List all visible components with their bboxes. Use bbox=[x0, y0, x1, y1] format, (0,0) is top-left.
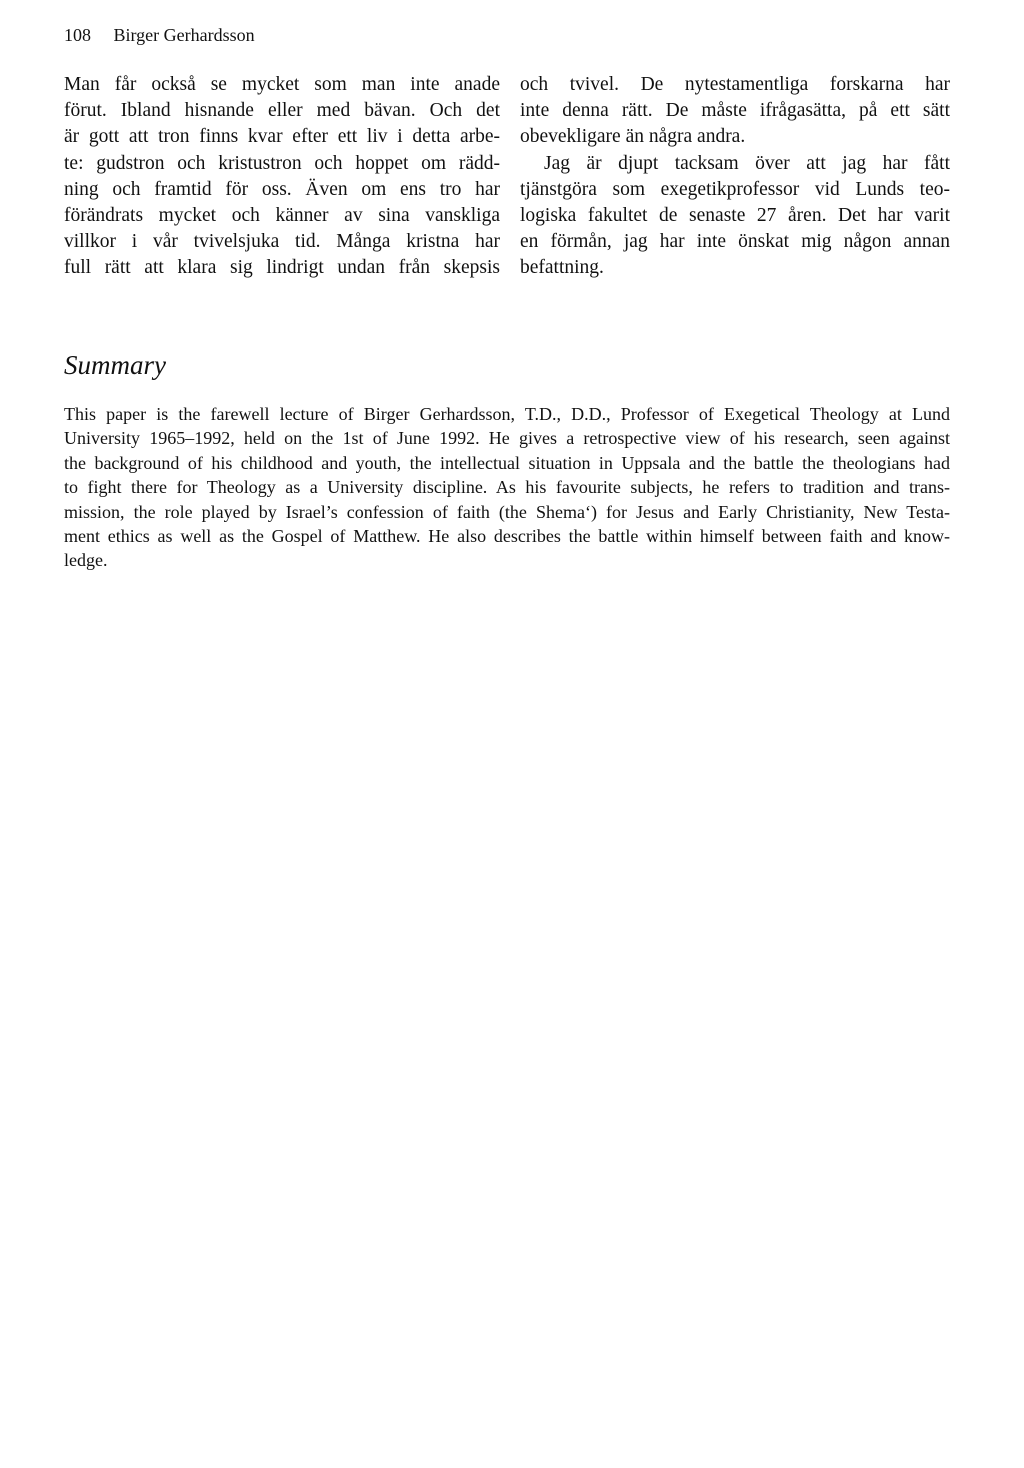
text-line: te: gudstron och kristustron och hoppet om rädd- bbox=[64, 152, 500, 174]
text-line: Man får också se mycket som man inte anade bbox=[64, 74, 500, 95]
left-paragraph bbox=[64, 72, 500, 282]
right-column bbox=[520, 72, 950, 282]
right-paragraph-thanks bbox=[520, 151, 950, 282]
text-line: är gott att tron finns kvar efter ett liv i detta arbe- bbox=[64, 126, 500, 148]
right-paragraph-continued bbox=[520, 72, 950, 151]
text-line: full rätt att klara sig lindrigt undan från skepsis bbox=[64, 257, 500, 279]
summary-heading: Summary bbox=[64, 350, 166, 380]
text-line: inte denna rätt. De måste ifrågasätta, på ett sätt bbox=[520, 100, 950, 122]
summary-line: mission, the role played by Israel’s confession of faith (the Shema‘) for Jesus and Early Christianity, New Testa- bbox=[64, 501, 950, 522]
page-number: 108 bbox=[64, 25, 91, 45]
summary-line: ledge. bbox=[64, 550, 108, 571]
summary-line: University 1965–1992, held on the 1st of June 1992. He gives a retrospective view of his research, seen against bbox=[64, 428, 950, 449]
running-head bbox=[64, 24, 255, 46]
running-title: Birger Gerhardsson bbox=[113, 25, 255, 45]
text-line: obevekligare än några andra. bbox=[520, 126, 746, 148]
summary-paragraph bbox=[64, 402, 950, 573]
text-line: förut. Ibland hisnande eller med bävan. Och det bbox=[64, 100, 500, 122]
text-line: villkor i vår tvivelsjuka tid. Många kristna har bbox=[64, 231, 500, 253]
left-column bbox=[64, 72, 500, 282]
summary-line: This paper is the farewell lecture of Birger Gerhardsson, T.D., D.D., Professor of Exegetical Theology at Lund bbox=[64, 404, 950, 424]
text-line: Jag är djupt tacksam över att jag har fått bbox=[544, 152, 950, 174]
text-line: förändrats mycket och känner av sina vanskliga bbox=[64, 205, 500, 227]
text-line: ning och framtid för oss. Även om ens tro har bbox=[64, 178, 500, 200]
summary-line: ment ethics as well as the Gospel of Matthew. He also describes the battle within himself between faith and know- bbox=[64, 526, 950, 547]
text-line: tjänstgöra som exegetikprofessor vid Lunds teo- bbox=[520, 178, 950, 200]
summary-line: to fight there for Theology as a University discipline. As his favourite subjects, he refers to tradition and trans- bbox=[64, 477, 950, 498]
text-line: befattning. bbox=[520, 257, 604, 279]
text-line: logiska fakultet de senaste 27 åren. Det har varit bbox=[520, 205, 950, 227]
text-line: en förmån, jag har inte önskat mig någon annan bbox=[520, 231, 950, 253]
text-line: och tvivel. De nytestamentliga forskarna har bbox=[520, 74, 950, 95]
summary-line: the background of his childhood and youth, the intellectual situation in Uppsala and the battle the theologians had bbox=[64, 452, 950, 473]
